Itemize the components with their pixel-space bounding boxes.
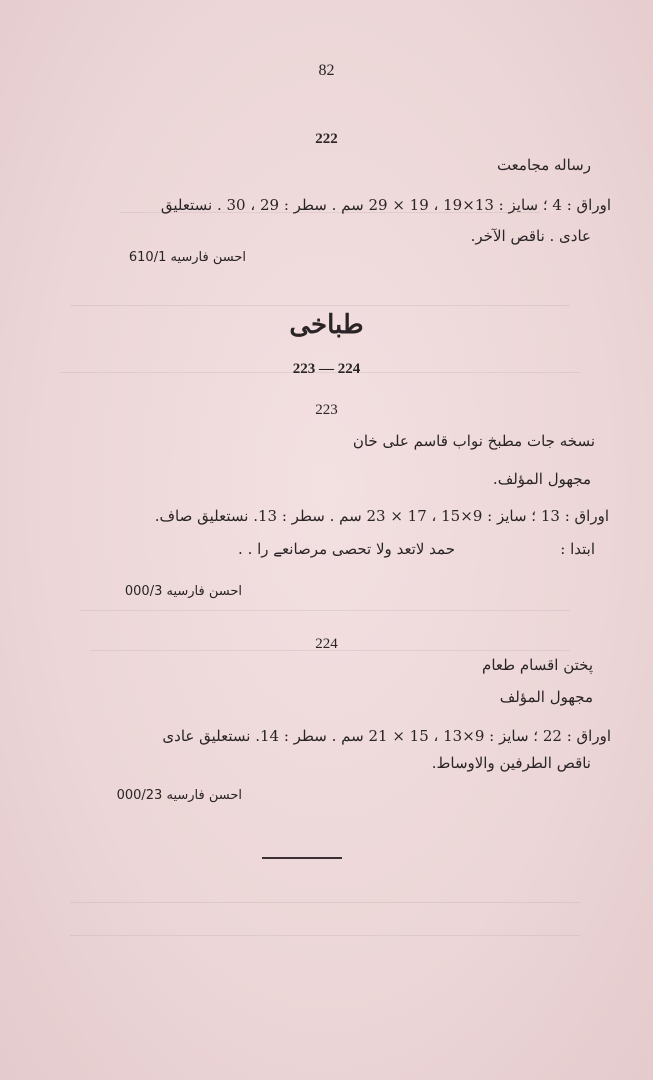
entry-title: پختن اقسام طعام (482, 656, 593, 674)
page-number: 82 (318, 62, 335, 79)
incipit-label: ابتدا : (560, 540, 595, 558)
bleed-through-line (70, 902, 580, 903)
bleed-through-line (80, 610, 570, 611)
entry-number: 223 (315, 402, 338, 418)
entry-range: 223 — 224 (292, 361, 361, 377)
catalogue-reference: احسن فارسیه 000/23 (116, 788, 242, 803)
entry-details-continued: عادی . ناقص الآخر. (470, 227, 591, 245)
entry-author: مجهول المؤلف. (492, 470, 591, 488)
catalogue-reference: احسن فارسیه 000/3 (124, 584, 242, 599)
entry-details: اوراق : 13 ؛ سایز : 9×15 ، 17 × 23 سم . سطر : 13. نستعلیق صاف. (154, 507, 609, 525)
entry-number: 224 (315, 636, 338, 652)
entry-author: مجهول المؤلف (499, 688, 593, 706)
bleed-through-line (70, 935, 580, 936)
section-heading: طباخی (289, 310, 364, 340)
entry-title: نسخه جات مطبخ نواب قاسم علی خان (352, 432, 595, 450)
closing-rule (262, 857, 342, 859)
entry-details: اوراق : 4 ؛ سایز : 13×19 ، 19 × 29 سم . سطر : 29 ، 30 . نستعلیق (160, 196, 611, 214)
incipit-text: حمد لاتعد ولا تحصی مرصانعے را . . (238, 540, 455, 558)
entry-details-continued: ناقص الطرفین والاوساط. (431, 754, 591, 772)
entry-number: 222 (315, 131, 338, 147)
catalogue-reference: احسن فارسیه 610/1 (128, 250, 246, 265)
bleed-through-line (70, 305, 570, 306)
entry-details: اوراق : 22 ؛ سایز : 9×13 ، 15 × 21 سم . سطر : 14. نستعلیق عادی (162, 727, 611, 745)
entry-title: رساله مجامعت (496, 156, 591, 174)
